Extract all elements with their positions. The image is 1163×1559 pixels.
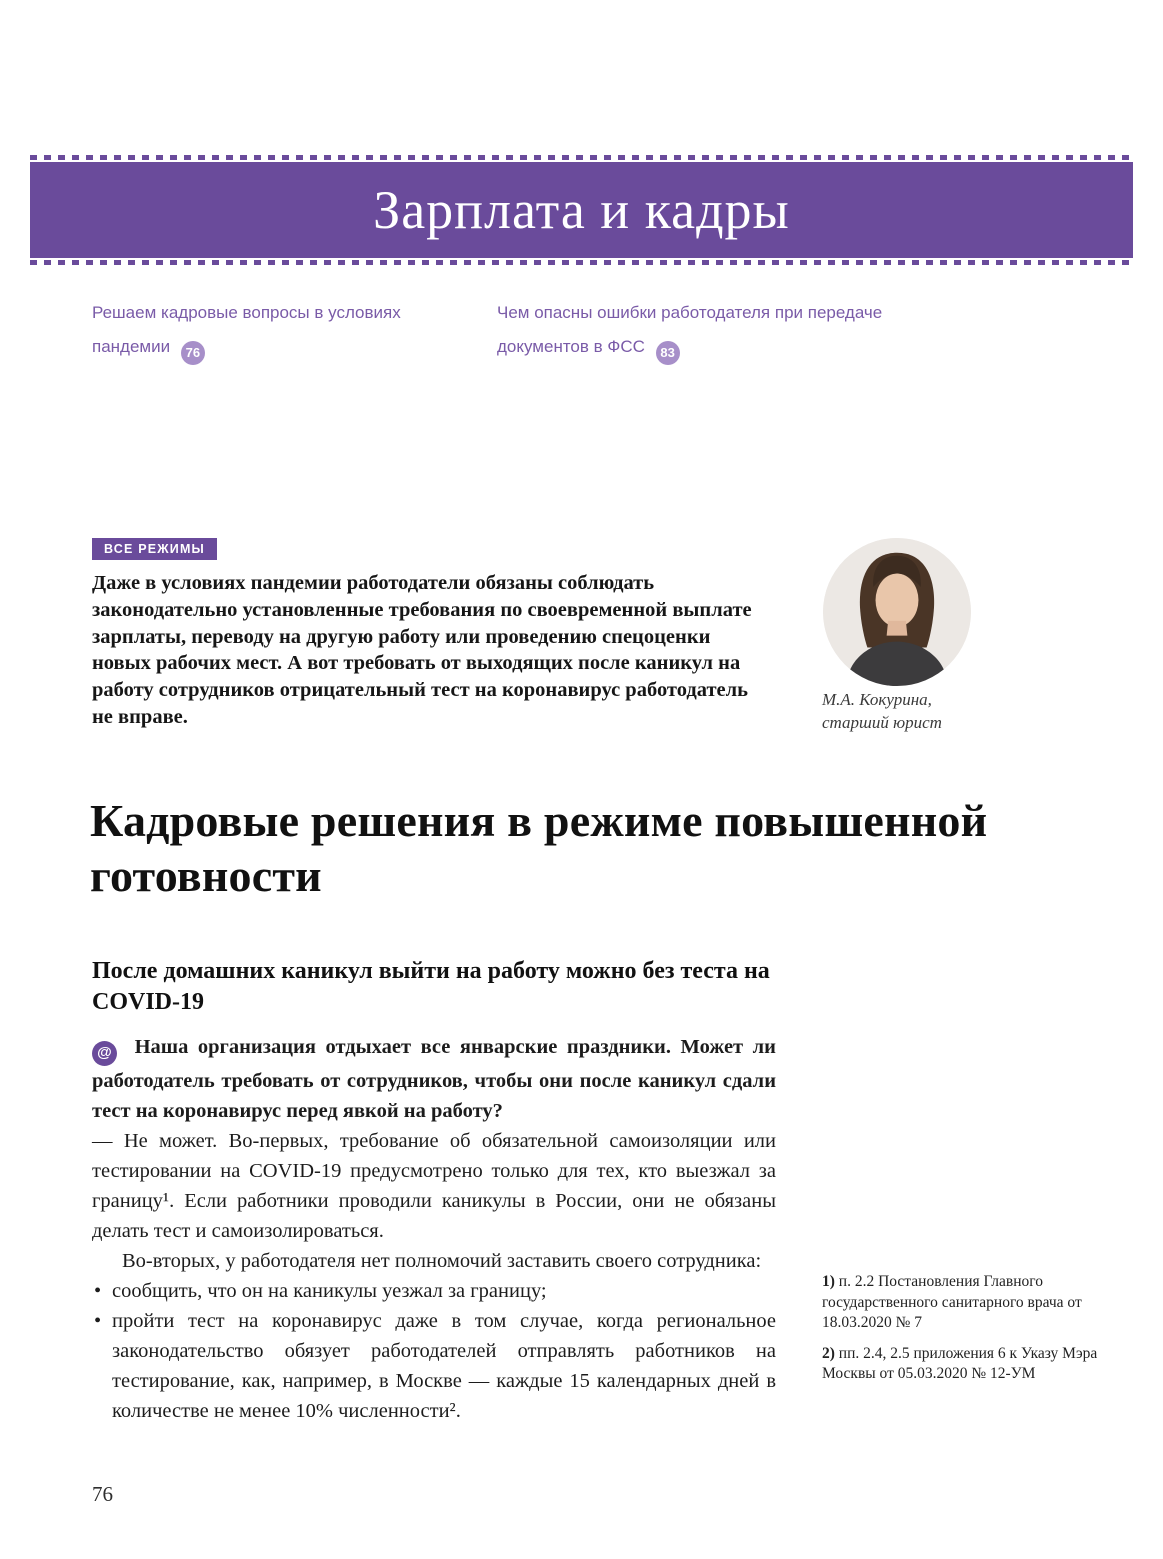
- page-number: 76: [92, 1482, 113, 1506]
- toc-page-badge: 76: [181, 341, 205, 365]
- rubric-badge: [92, 538, 217, 560]
- article-title: Кадровые решения в режиме повышенной готовности: [90, 795, 988, 901]
- toc-page-badge: 83: [656, 341, 680, 365]
- bullet-text: пройти тест на коронавирус даже в том случае, когда региональное законодательство обязует работодателей отправлять работников на тестирование, как, например, в Москве — каждые 15 календарных дней в количестве не менее 10% численности².: [112, 1309, 776, 1422]
- author-photo: [823, 538, 971, 686]
- footnote-text: пп. 2.4, 2.5 приложения 6 к Указу Мэра Москвы от 05.03.2020 № 12-УМ: [822, 1344, 1098, 1382]
- answer-paragraph-1: — Не может. Во-первых, требование об обязательной самоизоляции или тестировании на COVID-19 предусмотрено только для тех, кто выезжал за границу¹. Если работники проводили каникулы в России, они не обязаны делать тест и самоизолироваться.: [92, 1129, 776, 1242]
- author-name: М.А. Кокурина,: [822, 690, 932, 709]
- reader-question: [92, 1032, 776, 1126]
- footnote-marker: 1): [822, 1273, 835, 1290]
- rubric-label: ВСЕ РЕЖИМЫ: [104, 542, 205, 556]
- author-caption: [822, 688, 1042, 734]
- author-portrait-illustration: [823, 538, 971, 686]
- footnote-2: [822, 1344, 1122, 1385]
- bullet-item: [92, 1306, 776, 1426]
- footnotes: [822, 1272, 1122, 1395]
- footnote-1: [822, 1272, 1122, 1334]
- article-subtitle: После домашних каникул выйти на работу можно без теста на COVID-19: [92, 958, 770, 1015]
- bullet-item: [92, 1276, 776, 1306]
- toc-item-text: Чем опасны ошибки работодателя при передаче документов в ФСС: [497, 303, 883, 356]
- answer-paragraph-2: Во-вторых, у работодателя нет полномочий заставить своего сотрудника:: [122, 1249, 762, 1272]
- question-at-icon: @: [92, 1041, 117, 1066]
- toc-item-kadrovye-voprosy[interactable]: [92, 296, 432, 365]
- answer-bullet-list: [92, 1276, 776, 1426]
- article-lead: Даже в условиях пандемии работодатели обязаны соблюдать законодательно установленные требования по своевременной выплате зарплаты, переводу на другую работу или проведению спецоценки новых рабочих мест. А вот требовать от выходящих после каникул на работу сотрудников отрицательный тест на коронавирус работодатель не вправе.: [92, 572, 752, 728]
- section-title: Зарплата и кадры: [373, 180, 790, 240]
- question-text: Наша организация отдыхает все январские праздники. Может ли работодатель требовать от сотрудников, чтобы они после каникул сдали тест на коронавирус перед явкой на работу?: [92, 1036, 776, 1122]
- section-banner: [30, 162, 1133, 258]
- bullet-text: сообщить, что он на каникулы уезжал за границу;: [112, 1279, 547, 1302]
- article-body: [92, 1032, 776, 1426]
- toc-item-text: Решаем кадровые вопросы в условиях пандемии: [92, 303, 401, 356]
- footnote-marker: 2): [822, 1344, 835, 1362]
- footnote-text: п. 2.2 Постановления Главного государственного санитарного врача от 18.03.2020 № 7: [822, 1273, 1082, 1331]
- author-role: старший юрист: [822, 713, 942, 732]
- toc-item-oshibki-fss[interactable]: [497, 296, 897, 365]
